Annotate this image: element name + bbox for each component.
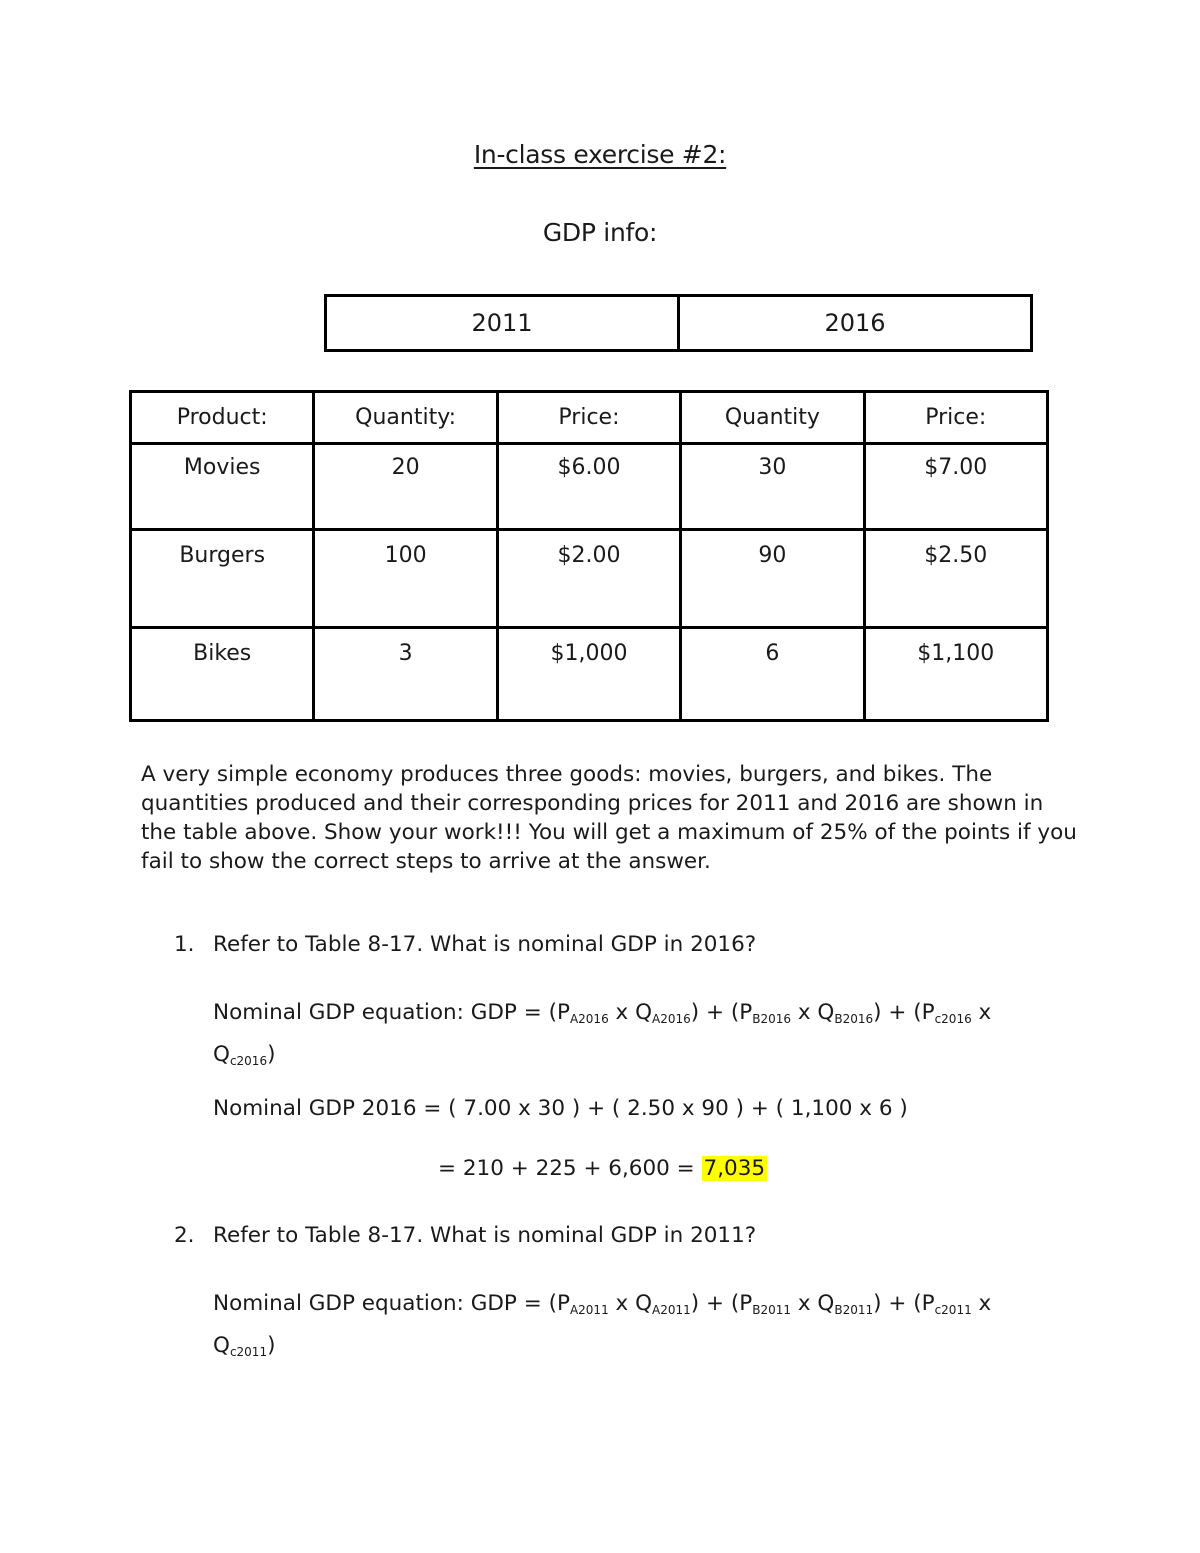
question-number: 1. (174, 932, 195, 957)
price-symbol: P (921, 1291, 935, 1316)
question-number: 2. (174, 1223, 195, 1248)
result-expression: = 210 + 225 + 6,600 = (438, 1156, 702, 1181)
price-symbol: P (921, 1000, 935, 1025)
year-header-table (324, 294, 1033, 352)
year-cell: 2011 (326, 296, 679, 351)
table-cell: $2.00 (497, 530, 680, 628)
table-cell: 100 (314, 530, 497, 628)
price-subscript: c2016 (934, 1012, 972, 1026)
quantity-symbol: Q (635, 1000, 653, 1025)
table-cell: 3 (314, 628, 497, 721)
gdp-equation: Nominal GDP equation: GDP = ($P_{A2016}$ x $Q_{A2016}) + (P_{B2016}$ x $Q_{B2016}) + (P_{c2016}$ x $Q_{c2016}$) (213, 1000, 992, 1068)
equation-prefix: Nominal GDP equation: GDP = (213, 1291, 549, 1316)
table-cell: $7.00 (864, 444, 1047, 530)
gdp-data-table (129, 390, 1049, 722)
table-cell: $1,000 (497, 628, 680, 721)
quantity-symbol: Q (213, 1333, 230, 1358)
price-subscript: B2016 (752, 1012, 792, 1026)
column-header: Quantity (681, 392, 864, 444)
quantity-subscript: c2016 (229, 1054, 268, 1068)
column-header: Price: (497, 392, 680, 444)
table-cell: $2.50 (864, 530, 1047, 628)
price-subscript: A2011 (569, 1303, 609, 1317)
quantity-symbol: Q (213, 1042, 230, 1067)
calculation-line: Nominal GDP 2016 = ( 7.00 x 30 ) + ( 2.50 x 90 ) + ( 1,100 x 6 ) (213, 1096, 908, 1121)
question-text: Refer to Table 8-17. What is nominal GDP in 2011? (213, 1223, 757, 1248)
price-symbol: P (556, 1000, 570, 1025)
table-row (131, 628, 1048, 721)
problem-description: A very simple economy produces three goods: movies, burgers, and bikes. The quantities produced and their corresponding prices for 2011 and 2016 are shown in the table above. Show your work!!! You will get a maximum of 25% of the points if you fail to show the correct steps to arrive at the answer. (141, 762, 1077, 874)
price-symbol: P (739, 1291, 753, 1316)
quantity-subscript: B2016 (834, 1012, 874, 1026)
table-cell: Bikes (131, 628, 314, 721)
price-subscript: B2011 (752, 1303, 792, 1317)
quantity-symbol: Q (635, 1291, 653, 1316)
quantity-subscript: A2011 (652, 1303, 691, 1317)
question-text: Refer to Table 8-17. What is nominal GDP in 2016? (213, 932, 757, 957)
quantity-symbol: Q (817, 1000, 835, 1025)
gdp-equation: Nominal GDP equation: GDP = ($P_{A2011}$ x $Q_{A2011}) + (P_{B2011}$ x $Q_{B2011}) + (P_{c2011}$ x $Q_{c2011}$) (213, 1291, 992, 1359)
column-header: Product: (131, 392, 314, 444)
quantity-subscript: A2016 (652, 1012, 691, 1026)
price-subscript: A2016 (569, 1012, 609, 1026)
table-cell: 90 (681, 530, 864, 628)
quantity-symbol: Q (817, 1291, 835, 1316)
price-symbol: P (739, 1000, 753, 1025)
price-symbol: P (556, 1291, 570, 1316)
table-cell: Burgers (131, 530, 314, 628)
table-cell: $6.00 (497, 444, 680, 530)
table-cell: $1,100 (864, 628, 1047, 721)
table-cell: 6 (681, 628, 864, 721)
table-row (131, 530, 1048, 628)
quantity-subscript: B2011 (834, 1303, 874, 1317)
equation-prefix: Nominal GDP equation: GDP = (213, 1000, 549, 1025)
table-header-row (131, 392, 1048, 444)
page-title: In-class exercise #2: (473, 140, 727, 169)
table-row (131, 444, 1048, 530)
highlighted-answer: 7,035 (703, 1156, 766, 1181)
column-header: Quantity: (314, 392, 497, 444)
table-cell: 20 (314, 444, 497, 530)
quantity-subscript: c2011 (229, 1345, 268, 1359)
column-header: Price: (864, 392, 1047, 444)
page-subtitle: GDP info: (542, 218, 658, 247)
price-subscript: c2011 (934, 1303, 972, 1317)
result-line (438, 1156, 767, 1181)
table-cell: Movies (131, 444, 314, 530)
table-cell: 30 (681, 444, 864, 530)
year-cell: 2016 (679, 296, 1032, 351)
